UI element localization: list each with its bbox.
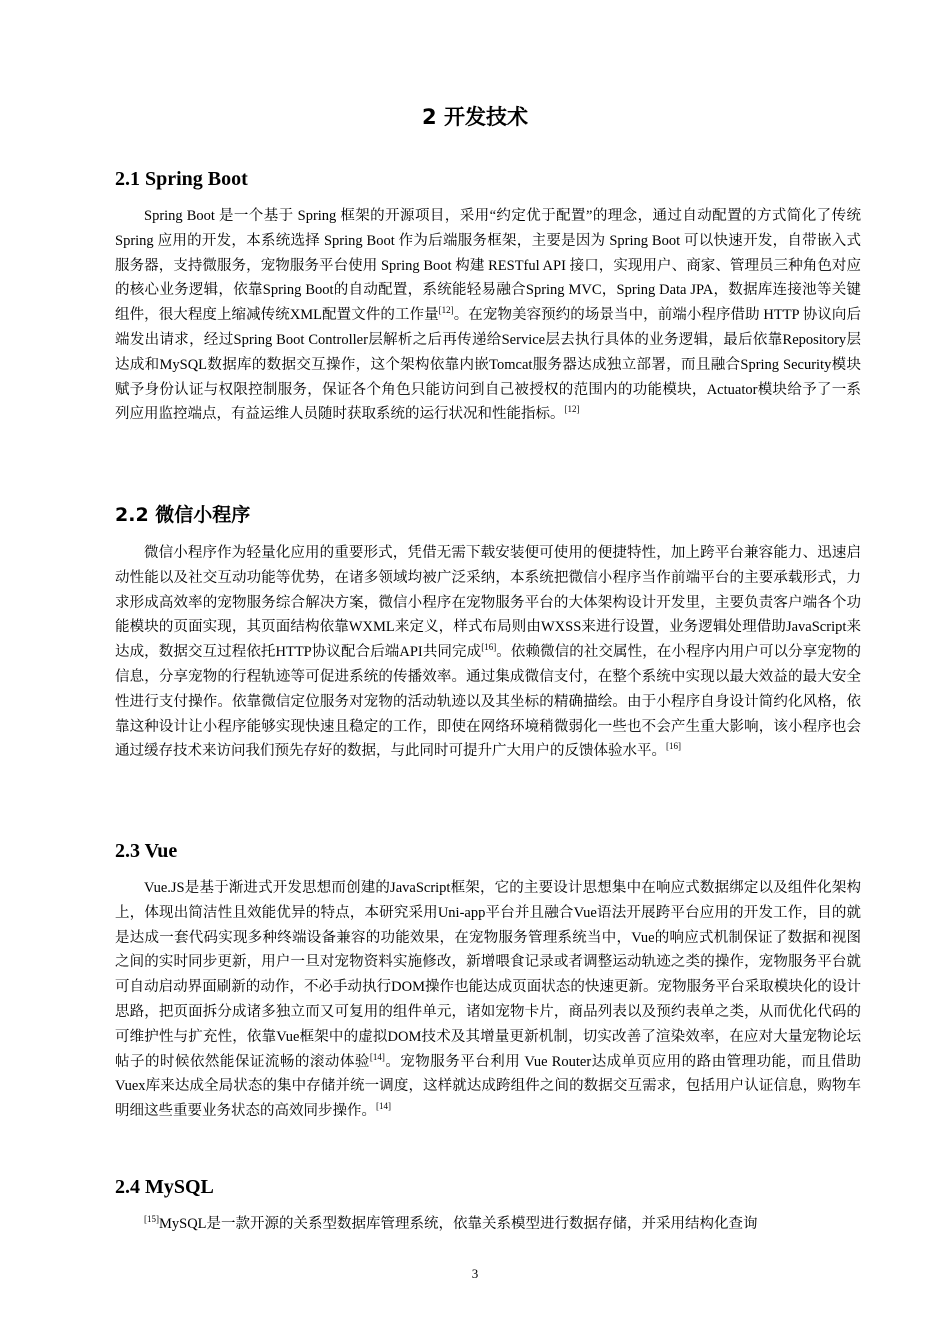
- paragraph-text: Vue.JS是基于渐进式开发思想而创建的JavaScript框架，它的主要设计思想集中在响应式数据绑定以及组件化架构上，体现出简洁性且效能优异的特点，本研究采用Uni-app平台并且融合Vue语法开展跨平台应用的开发工作，目的就是达成一套代码实现多种终端设备兼容的功能效果，在宠物服务管理系统当中，Vue的响应式机制保证了数据和视图之间的实时同步更新，用户一旦对宠物资料实施修改，新增喂食记录或者调整运动轨迹之类的操作，宠物服务平台就可自动启动界面刷新的动作，不必手动执行DOM操作也能达成页面状态的快速更新。宠物服务平台采取模块化的设计思路，把页面拆分成诸多独立而又可复用的组件单元，诸如宠物卡片，商品列表以及预约表单之类，从而优化代码的可维护性与扩充性，依靠Vue框架中的虚拟DOM技术及其增量更新机制，切实改善了渲染效率，在应对大量宠物论坛帖子的时候依然能保证流畅的滚动体验: [115, 880, 861, 1070]
- paragraph-vue: [115, 876, 861, 1124]
- section-heading-wechat-mini-program: 2.2 微信小程序: [115, 504, 251, 526]
- citation: [15]: [144, 1214, 159, 1225]
- section-heading-mysql: 2.4 MySQL: [115, 1176, 214, 1198]
- citation: [12]: [438, 305, 454, 316]
- citation: [16]: [481, 642, 497, 653]
- citation: [12]: [564, 404, 580, 415]
- section-heading-spring-boot: 2.1 Spring Boot: [115, 168, 248, 190]
- paragraph-text: 。宠物服务平台利用 Vue Router达成单页应用的路由管理功能，而且借助Vuex库来达成全局状态的集中存储并统一调度，这样就达成跨组件之间的数据交互需求，包括用户认证信息，购物车明细这些重要业务状态的高效同步操作。: [115, 1053, 862, 1120]
- paragraph-text: MySQL是一款开源的关系型数据库管理系统，依靠关系模型进行数据存储，并采用结构化查询: [159, 1216, 758, 1232]
- paragraph-text: 。依赖微信的社交属性，在小程序内用户可以分享宠物的信息，分享宠物的行程轨迹等可促进系统的传播效率。通过集成微信支付，在整个系统中实现以最大效益的最大安全性进行支付操作。依靠微信定位服务对宠物的活动轨迹以及其坐标的精确描绘。由于小程序自身设计简约化风格，依靠这种设计让小程序能够实现快速且稳定的工作，即使在网络环境稍微弱化一些也不会产生重大影响，该小程序也会通过缓存技术来访问我们预先存好的数据，与此同时可提升广大用户的反馈体验水平。: [115, 644, 861, 760]
- section-heading-vue: 2.3 Vue: [115, 840, 178, 862]
- page-number: 3: [471, 1266, 479, 1281]
- paragraph-wechat-mini-program: [115, 541, 861, 764]
- citation: [14]: [376, 1101, 391, 1112]
- paragraph-text: 。在宠物美容预约的场景当中，前端小程序借助 HTTP 协议向后端发出请求，经过Spring Boot Controller层解析之后再传递给Service层去执行具体的业务逻辑，最后依靠Repository层达成和MySQL数据库的数据交互操作，这个架构依靠内嵌Tomcat服务器达成独立部署，而且融合Spring Security模块赋予身份认证与权限控制服务，保证各个角色只能访问到自己被授权的范围内的功能模块，Actuator模块给予了一系列应用监控端点，有益运维人员随时获取系统的运行状况和性能指标。: [115, 307, 861, 423]
- citation: [16]: [666, 741, 681, 752]
- paragraph-spring-boot: [115, 204, 861, 427]
- chapter-title: 2 开发技术: [422, 105, 528, 129]
- paragraph-mysql: [115, 1212, 861, 1237]
- paragraph-text: Spring Boot 是一个基于 Spring 框架的开源项目，采用“约定优于配置”的理念，通过自动配置的方式简化了传统 Spring 应用的开发，本系统选择 Spring Boot 作为后端服务框架，主要是因为 Spring Boot 可以快速开发，自带嵌入式服务器，支持微服务，宠物服务平台使用 Spring Boot 构建 RESTful API 接口，实现用户、商家、管理员三种角色对应的核心业务逻辑，依靠Spring Boot的自动配置，系统能轻易融合Spring MVC，Spring Data JPA，数据库连接池等关键组件，很大程度上缩减传统XML配置文件的工作量: [115, 208, 861, 324]
- citation: [14]: [369, 1051, 385, 1062]
- paragraph-text: 微信小程序作为轻量化应用的重要形式，凭借无需下载安装便可使用的便捷特性，加上跨平台兼容能力、迅速启动性能以及社交互动功能等优势，在诸多领域均被广泛采纳，本系统把微信小程序当作前端平台的主要承载形式，力求形成高效率的宠物服务综合解决方案，微信小程序在宠物服务平台的大体架构设计开发里，主要负责客户端各个功能模块的页面实现，其页面结构依靠WXML来定义，样式布局则由WXSS来进行设置，业务逻辑处理借助JavaScript来达成，数据交互过程依托HTTP协议配合后端API共同完成: [115, 545, 861, 661]
